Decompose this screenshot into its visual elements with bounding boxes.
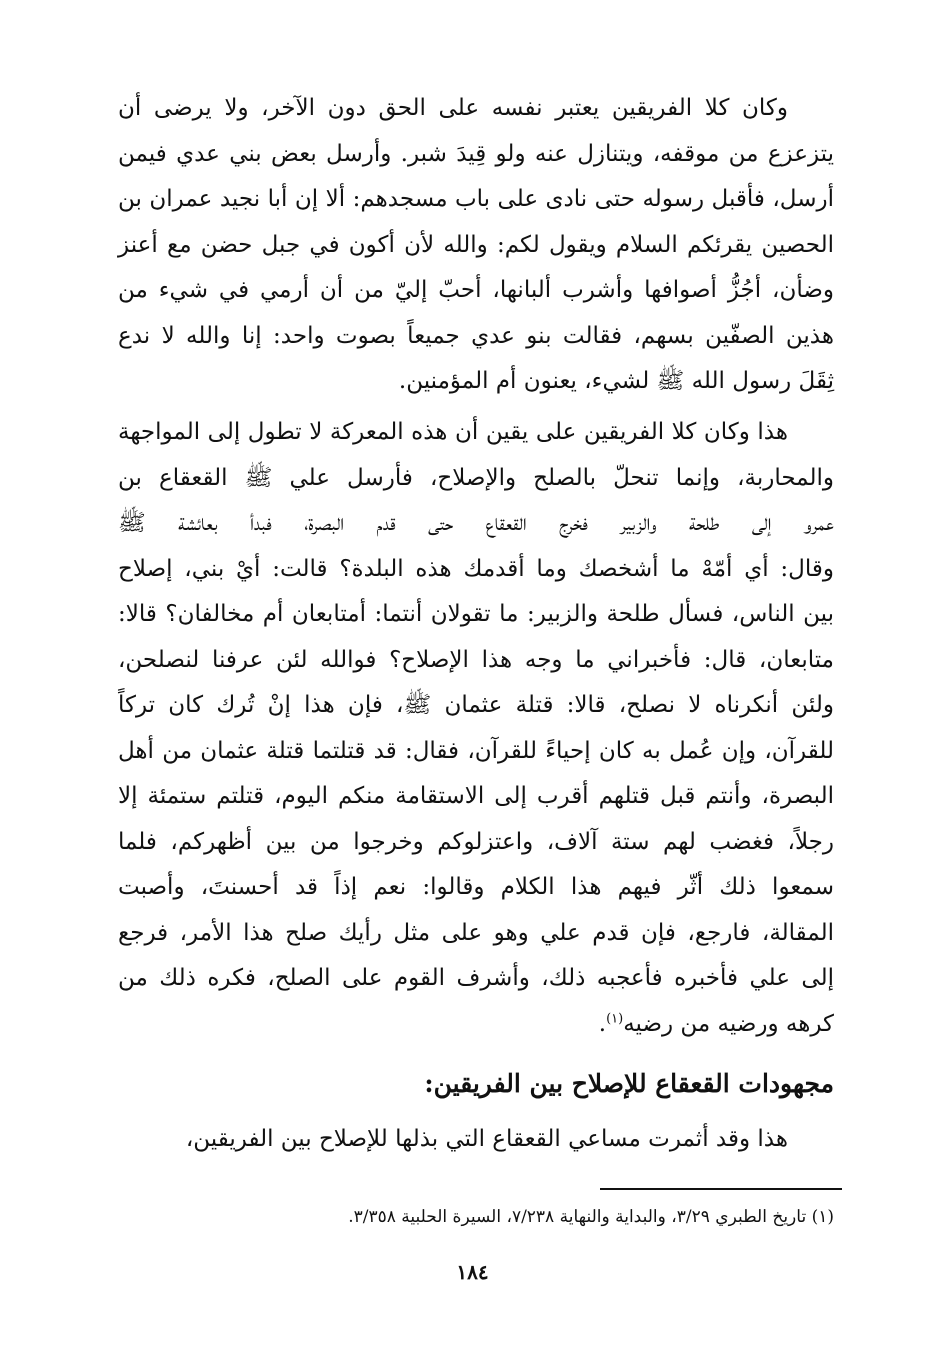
paragraph-2-line-3: عمرو إلى طلحة والزبير فخرج القعقاع حتى قدم البصرة، فبدأ بعائشة ﷺ	[118, 510, 834, 536]
section-heading: مجهودات القعقاع للإصلاح بين الفريقين:	[424, 1069, 834, 1098]
paragraph-2-line-10: رجلاً، فغضب لهم ستة آلاف، واعتزلوكم وخرجوا من بين أظهركم، فلما	[118, 828, 834, 855]
page-number: ١٨٤	[456, 1260, 489, 1284]
paragraph-2-line-14	[118, 1002, 834, 1048]
paragraph-1-line-2: يتزعزع من موقفه، ويتنازل عنه ولو قِيدَ شبر. وأرسل بعض بني عدي فيمن	[118, 140, 834, 167]
paragraph-3	[118, 1117, 834, 1162]
paragraph-2-line-1: هذا وكان كلا الفريقين على يقين أن هذه المعركة لا تطول إلى المواجهة	[118, 419, 788, 445]
paragraph-2-line-5: بين الناس، فسأل طلحة والزبير: ما تقولان أنتما: أمتابعان أم مخالفان؟ قالا:	[118, 601, 834, 627]
footnote: (١) تاريخ الطبري ٣/٢٩، والبداية والنهاية ٧/٢٣٨، السيرة الحلبية ٣/٣٥٨.	[348, 1207, 834, 1227]
paragraph-1-line-6: هذين الصفّين بسهم، فقالت بنو عدي جميعاً بصوت واحد: إنا والله لا ندع	[118, 322, 834, 349]
paragraph-2-line-14-text: كرهه ورضيه من رضيه	[623, 1010, 834, 1037]
paragraph-1	[118, 86, 834, 405]
paragraph-2-line-13: إلى علي فأخبره فأعجبه ذلك، وأشرف القوم على الصلح، فكره ذلك من	[118, 965, 834, 991]
paragraph-2-line-9: البصرة، وأنتم قبل قتلهم أقرب إلى الاستقامة منكم اليوم، قتلتم ستمئة إلا	[118, 783, 834, 809]
paragraph-2-line-12: المقالة، فارجع، فإن قدم علي وهو على مثل رأيك صلح هذا الأمر، فرجع	[118, 919, 834, 946]
paragraph-1-line-3: أرسل، فأقبل رسوله حتى نادى على باب مسجدهم: ألا إن أبا نجيد عمران بن	[118, 186, 834, 212]
paragraph-2-line-2: والمحاربة، وإنما تنحلّ بالصلح والإصلاح، فأرسل علي ﷺ القعقاع بن	[118, 464, 834, 491]
paragraph-2-line-6: متابعان، قال: فأخبراني ما وجه هذا الإصلاح؟ فوالله لئن عرفنا لنصلحن،	[118, 646, 834, 673]
footnote-divider	[600, 1188, 842, 1190]
paragraph-1-line-7: ثِقَلَ رسول الله ﷺ لشيء، يعنون أم المؤمنين.	[398, 368, 834, 394]
paragraph-3-line-1: هذا وقد أثمرت مساعي القعقاع التي بذلها للإصلاح بين الفريقين،	[185, 1126, 788, 1152]
footnote-marker: (١)	[606, 1010, 624, 1026]
paragraph-2-line-4: وقال: أي أمّهْ ما أشخصك وما أقدمك هذه البلدة؟ قالت: أيْ بني، إصلاح	[118, 555, 834, 582]
paragraph-2-line-8: للقرآن، وإن عُمل به كان إحياءً للقرآن، فقال: قد قتلتما قتلة عثمان من أهل	[118, 737, 834, 764]
paragraph-1-line-5: وضأن، أجُزُّ أصوافها وأشرب ألبانها، أحبّ إليّ من أن أرمي في شيء من	[118, 277, 834, 303]
paragraph-2-line-11: سمعوا ذلك أثّر فيهم هذا الكلام وقالوا: نعم إذاً قد أحسنتَ، وأصبت	[118, 874, 834, 900]
paragraph-1-line-1: وكان كلا الفريقين يعتبر نفسه على الحق دون الآخر، ولا يرضى أن	[118, 95, 788, 121]
paragraph-1-line-4: الحصين يقرئكم السلام ويقول لكم: والله لأن أكون في جبل حضن مع أعنز	[118, 231, 834, 258]
paragraph-2-line-7: ولئن أنكرناه لا نصلح، قالا: قتلة عثمان ﷺ، فإن هذا إنْ تُرك كان تركاً	[118, 692, 834, 718]
paragraph-2-end-period: .	[598, 1010, 607, 1037]
paragraph-2	[118, 410, 834, 1047]
